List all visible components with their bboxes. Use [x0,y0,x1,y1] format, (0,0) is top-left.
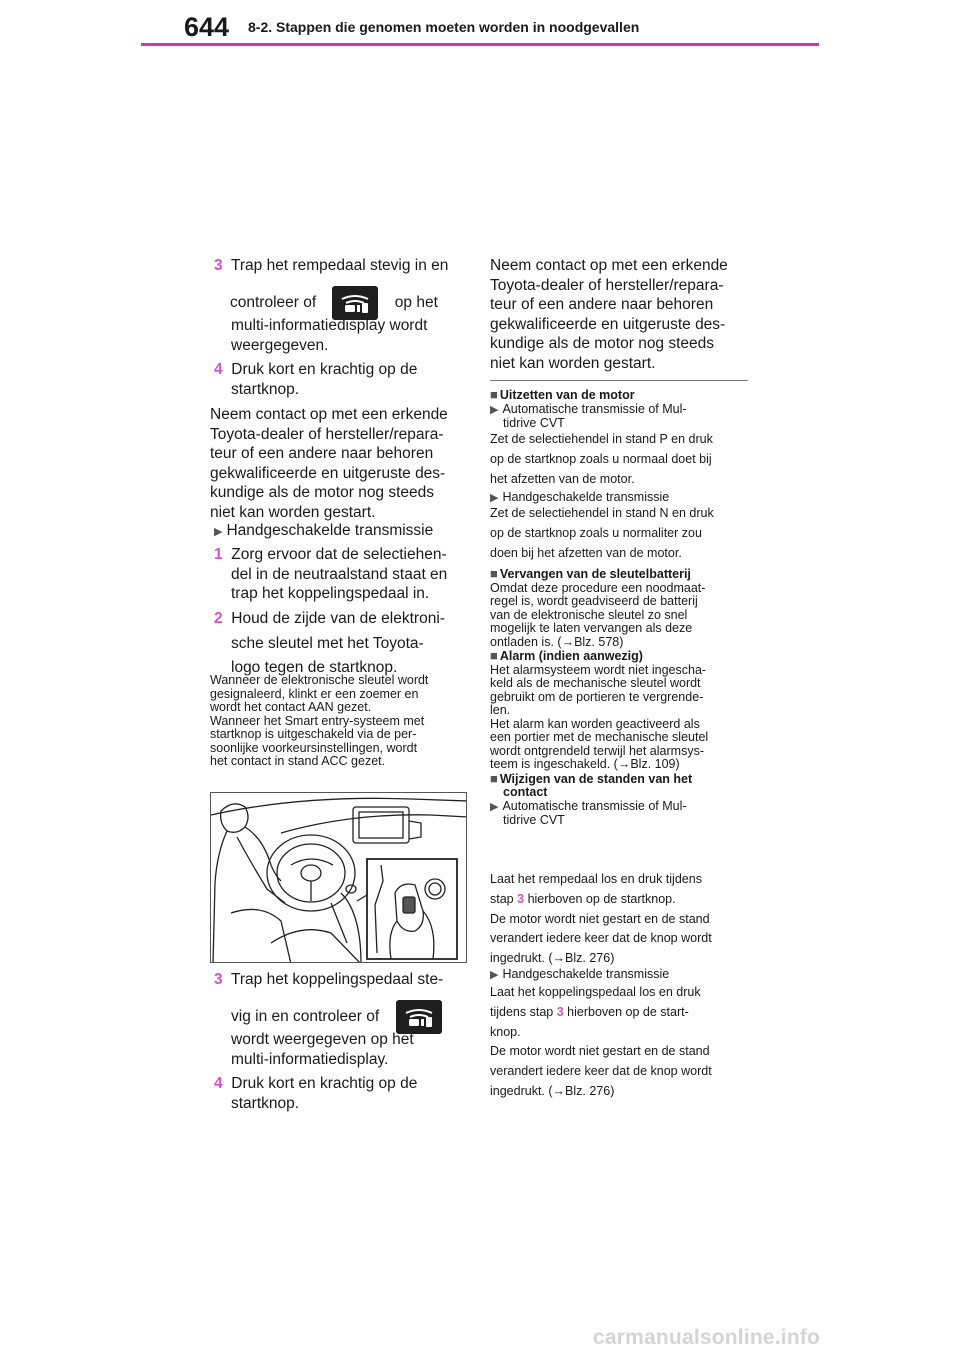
step-text: trap het koppelingspedaal in. [231,585,430,602]
step-text: Druk kort en krachtig op de [231,361,418,378]
body-line: doen bij het afzetten van de motor. [490,545,682,560]
body-line: ingedrukt. (→Blz. 276) [490,1083,615,1098]
section-heading: Uitzetten van de motor [499,388,635,402]
body-text: hierboven op de start- [567,1004,689,1019]
subheading: Handgeschakelde transmissie [502,490,670,504]
body-line: verandert iedere keer dat de knop wordt [490,1064,712,1079]
subheading: Automatische transmissie of Mul- [502,401,687,416]
contact-paragraph-right [490,256,752,373]
body-line: len. [490,703,511,717]
square-bullet-icon: ■ [490,566,498,581]
section-heading: Vervangen van de sleutelbatterij [499,567,691,581]
body-line: op de startknop zoals u normaal doet bij [490,451,712,466]
step-1 [214,545,476,604]
stop-manual-text [490,504,752,563]
step-number: 1 [214,546,223,563]
triangle-pointer-icon: ▶ [490,403,499,416]
body-line: een portier met de mechanische sleutel [490,730,709,744]
body-line: Zet de selectiehendel in stand P en druk [490,432,713,446]
step-text: Druk kort en krachtig op de [231,1075,418,1092]
key-battery-indicator-icon [332,286,378,320]
subheading: tidrive CVT [503,416,565,430]
contact-paragraph-left [210,405,472,522]
step-text: vig in en controleer of [231,1008,380,1026]
step-3a [214,256,476,276]
subheading: tidrive CVT [503,813,565,827]
section-heading: contact [503,785,548,799]
paragraph-line: kundige als de motor nog steeds [490,335,715,352]
triangle-pointer-icon: ▶ [490,969,499,981]
mode-auto-text [490,870,752,969]
page-number: 644 [184,12,230,42]
body-line: Zet de selectiehendel in stand N en druk [490,506,714,520]
stop-auto-text [490,430,752,489]
step-number: 4 [214,361,223,378]
step-text: Zorg ervoor dat de selectiehen- [231,546,447,563]
square-bullet-icon: ■ [490,387,498,402]
note-line: gesignaleerd, klinkt er een zoemer en [210,686,419,701]
note-line: soonlijke voorkeursinstellingen, wordt [210,740,418,755]
body-line: het afzetten van de motor. [490,471,635,486]
paragraph-line: niet kan worden gestart. [490,354,656,372]
step-text: del in de neutraalstand staat en [231,565,448,583]
dashboard-illustration [211,793,467,963]
start-button-key-illustration [210,792,467,963]
step-text: multi-informatiedisplay wordt [231,317,428,334]
step-text: multi-informatiedisplay. [231,1050,389,1068]
body-line: teem is ingeschakeld. (→Blz. 109) [490,757,680,771]
body-line: ontladen is. (→Blz. 578) [490,634,624,649]
step-number: 2 [214,610,223,627]
note-line: het contact in stand ACC gezet. [210,754,386,768]
step-text: Houd de zijde van de elektroni- [231,610,445,627]
body-text: tijdens stap [490,1004,554,1019]
heading-text: Handgeschakelde transmissie [226,522,434,539]
note-line: Wanneer het Smart entry-systeem met [210,713,425,728]
mode-manual-heading [490,968,752,983]
step-3b [214,970,476,990]
manual-transmission-heading [214,521,476,543]
stop-engine-section [490,388,752,431]
step-2 [214,609,476,678]
body-line: gebruikt om de portieren te vergrende- [490,689,704,704]
key-battery-indicator-icon [396,1000,442,1034]
body-line: regel is, wordt geadviseerd de batterij [490,594,698,608]
paragraph-line: niet kan worden gestart. [210,503,376,521]
paragraph-line: Neem contact op met een erkende [210,406,448,423]
header-rule [141,43,819,46]
subheading: Handgeschakelde transmissie [502,967,670,981]
subheading: Automatische transmissie of Mul- [502,798,687,813]
body-line: van de elektronische sleutel zo snel [490,607,688,622]
step-text: Trap het rempedaal stevig in en [230,257,449,274]
body-text: hierboven op de startknop. [527,891,676,906]
triangle-pointer-icon: ▶ [214,526,223,538]
watermark: carmanualsonline.info [593,1326,821,1349]
section-title: 8-2. Stappen die genomen moeten worden in noodgevallen [248,19,640,35]
note-line: Wanneer de elektronische sleutel wordt [210,673,429,687]
paragraph-line: Neem contact op met een erkende [490,257,728,274]
square-bullet-icon: ■ [490,648,498,663]
paragraph-line: Toyota-dealer of hersteller/repara- [490,276,724,294]
body-line: Het alarm kan worden geactiveerd als [490,716,700,731]
paragraph-line: Toyota-dealer of hersteller/repara- [210,425,444,443]
body-line: keld als de mechanische sleutel wordt [490,676,701,690]
step-text: op het [394,294,438,312]
step-4b [214,1074,476,1113]
body-line: De motor wordt niet gestart en de stand [490,911,710,926]
step-text: logo tegen de startknop. [231,659,398,676]
section-heading: Alarm (indien aanwezig) [499,649,643,663]
body-line: Omdat deze procedure een noodmaat- [490,580,706,595]
step-reference: 3 [556,1004,564,1019]
step-number: 3 [214,971,223,988]
body-line: ingedrukt. (→Blz. 276) [490,951,615,966]
body-line: De motor wordt niet gestart en de stand [490,1044,710,1059]
body-line: Laat het rempedaal los en druk tijdens [490,872,702,886]
section-divider [490,380,748,381]
note-paragraph [210,674,476,769]
mode-manual-text [490,983,752,1102]
triangle-pointer-icon: ▶ [490,492,499,504]
paragraph-line: gekwalificeerde en uitgeruste des- [210,464,446,482]
step-text: sche sleutel met het Toyota- [231,634,424,652]
step-3b-cont [231,1030,481,1069]
body-line: verandert iedere keer dat de knop wordt [490,931,712,946]
step-reference: 3 [517,891,525,906]
step-number: 3 [214,257,223,274]
body-line: Het alarmsysteem wordt niet ingescha- [490,662,707,677]
body-text: stap [490,891,514,906]
step-number: 4 [214,1075,223,1092]
body-line: wordt ontgrendeld terwijl het alarmsys- [490,743,704,758]
step-text: controleer of [230,294,317,312]
paragraph-line: kundige als de motor nog steeds [210,484,435,501]
step-3a-cont [231,316,481,355]
body-line: knop. [490,1024,521,1039]
step-3a-line2 [230,286,480,320]
paragraph-line: teur of een andere naar behoren [490,296,714,313]
step-4a [214,360,476,399]
body-line: Laat het koppelingspedaal los en druk [490,985,701,999]
battery-section [490,567,752,828]
note-line: startknop is uitgeschakeld via de per- [210,727,417,741]
step-text: wordt weergegeven op het [231,1031,414,1048]
square-bullet-icon: ■ [490,770,498,786]
body-line: mogelijk te laten vervangen als deze [490,621,693,635]
section-heading: Wijzigen van de standen van het [499,771,693,786]
triangle-pointer-icon: ▶ [490,800,499,813]
step-3b-line2 [231,1000,481,1034]
body-line: op de startknop zoals u normaliter zou [490,525,702,540]
step-text: Trap het koppelingspedaal ste- [230,971,444,988]
step-text: startknop. [231,1094,300,1112]
step-text: weergegeven. [231,336,329,354]
paragraph-line: gekwalificeerde en uitgeruste des- [490,315,726,333]
paragraph-line: teur of een andere naar behoren [210,445,434,462]
note-line: wordt het contact AAN gezet. [210,700,372,714]
step-text: startknop. [231,380,300,398]
